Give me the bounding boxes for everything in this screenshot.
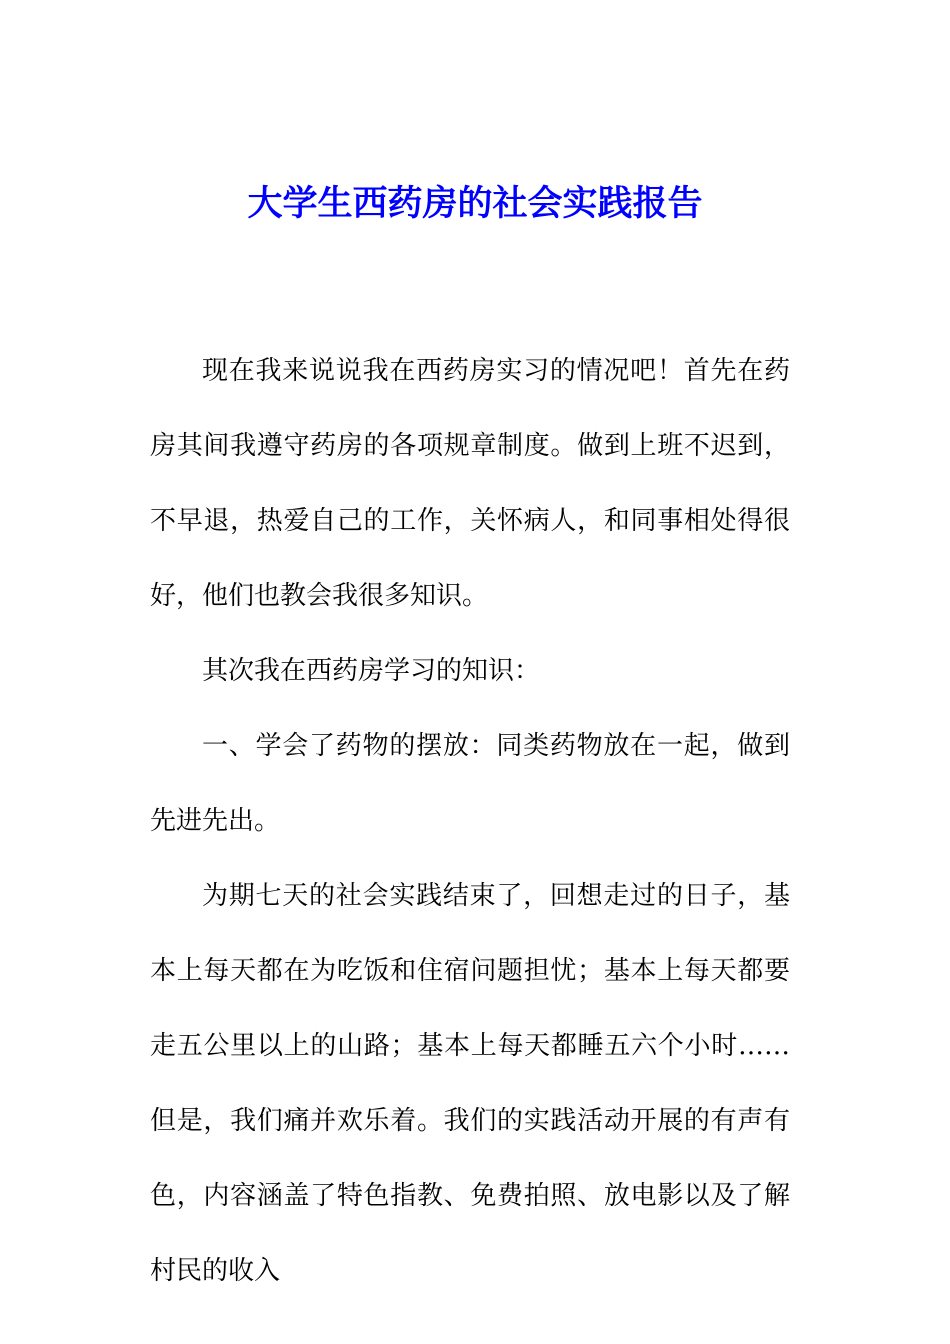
paragraph-practice-summary: 为期七天的社会实践结束了，回想走过的日子，基本上每天都在为吃饭和住宿问题担忧；基本上每天都要走五公里以上的山路；基本上每天都睡五六个小时……但是，我们痛并欢乐着。我们的实践活动开展的有声有色，内容涵盖了特色指教、免费拍照、放电影以及了解村民的收入 bbox=[150, 881, 790, 1286]
document-body bbox=[150, 334, 790, 1309]
document-title: 大学生西药房的社会实践报告 bbox=[247, 183, 703, 224]
paragraph-item-one: 一、学会了药物的摆放：同类药物放在一起，做到先进先出。 bbox=[150, 731, 790, 836]
paragraph-intro: 现在我来说说我在西药房实习的情况吧！首先在药房其间我遵守药房的各项规章制度。做到上班不迟到，不早退，热爱自己的工作，关怀病人，和同事相处得很好，他们也教会我很多知识。 bbox=[150, 356, 790, 611]
paragraph-knowledge-heading: 其次我在西药房学习的知识： bbox=[202, 656, 541, 686]
